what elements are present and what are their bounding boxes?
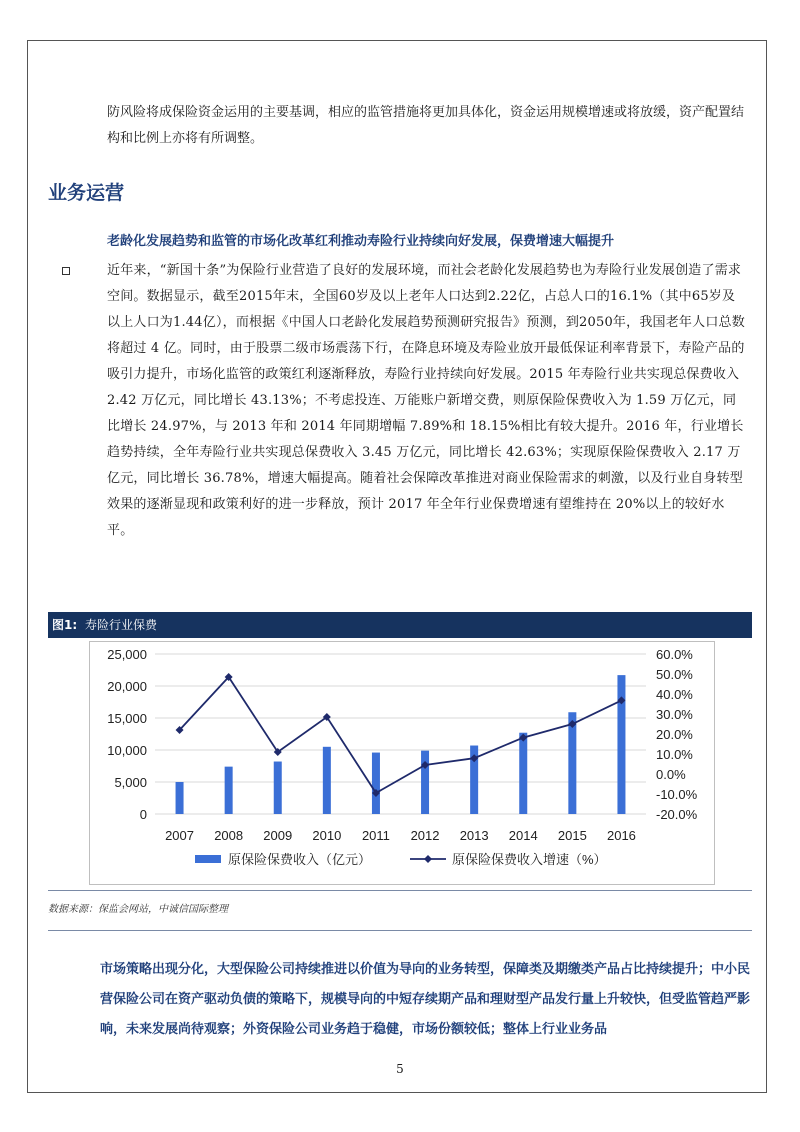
figure-title-bar (48, 612, 752, 638)
bar (274, 762, 282, 814)
x-tick-label: 2014 (508, 828, 538, 843)
x-tick-label: 2007 (165, 828, 195, 843)
x-tick-label: 2016 (606, 828, 636, 843)
right-tick-label: -10.0% (656, 787, 698, 802)
figure-title: 寿险行业保费 (84, 618, 157, 632)
x-tick-label: 2013 (459, 828, 489, 843)
x-tick-label: 2015 (557, 828, 587, 843)
section-title: 业务运营 (48, 182, 125, 204)
bar (421, 751, 429, 814)
left-tick-label: 15,000 (107, 711, 147, 726)
page-number: 5 (396, 1062, 404, 1076)
bullet-square-icon (62, 267, 70, 275)
figure-label: 图1: (52, 618, 78, 632)
left-tick-label: 10,000 (107, 743, 147, 758)
right-tick-label: 10.0% (656, 747, 693, 762)
growth-line (180, 677, 622, 793)
x-tick-label: 2010 (312, 828, 342, 843)
bar (617, 675, 625, 814)
right-tick-label: 60.0% (656, 647, 693, 662)
bar (519, 733, 527, 814)
right-tick-label: 50.0% (656, 667, 693, 682)
chart-container (89, 641, 715, 885)
left-tick-label: 25,000 (107, 647, 147, 662)
figure-source: 数据来源：保监会网站，中诚信国际整理 (48, 904, 228, 915)
sub-heading: 老龄化发展趋势和监管的市场化改革红利推动寿险行业持续向好发展，保费增速大幅提升 (107, 234, 615, 249)
legend-line-marker (424, 855, 432, 863)
left-tick-label: 5,000 (114, 775, 147, 790)
bar (225, 767, 233, 814)
right-tick-label: 0.0% (656, 767, 686, 782)
bottom-paragraph: 市场策略出现分化，大型保险公司持续推进以价值为导向的业务转型，保障类及期缴类产品占比持续提升；中小民营保险公司在资产驱动负债的策略下，规模导向的中短存续期产品和理财型产品发行量上升较快，但受监管趋严影响，未来发展尚待观察；外资保险公司业务趋于稳健，市场份额较低；整体上行业业务品 (100, 962, 751, 1037)
right-tick-label: 40.0% (656, 687, 693, 702)
x-tick-label: 2008 (214, 828, 244, 843)
page-frame (27, 40, 767, 1093)
bar (323, 747, 331, 814)
right-tick-label: -20.0% (656, 807, 698, 822)
premium-chart (90, 642, 714, 884)
x-tick-label: 2009 (263, 828, 293, 843)
intro-paragraph: 防风险将成保险资金运用的主要基调，相应的监管措施将更加具体化，资金运用规模增速或将放缓，资产配置结构和比例上亦将有所调整。 (107, 105, 745, 146)
legend-line-label: 原保险保费收入增速（%） (452, 852, 607, 867)
left-tick-label: 20,000 (107, 679, 147, 694)
legend-bar-swatch (195, 855, 221, 863)
bar (372, 753, 380, 814)
right-tick-label: 20.0% (656, 727, 693, 742)
bar (176, 782, 184, 814)
section-divider (48, 930, 752, 931)
main-paragraph: 近年来，“新国十条”为保险行业营造了良好的发展环境，而社会老龄化发展趋势也为寿险行业发展创造了需求空间。数据显示，截至2015年末，全国60岁及以上老年人口达到2.22亿，占总人口的16.1%（其中65岁及以上人口为1.44亿），而根据《中国人口老龄化发展趋势预测研究报告》预测，到2050年，我国老年人口总数将超过 4 亿。同时，由于股票二级市场震荡下行，在降息环境及寿险业放开最低保证利率背景下，寿险产品的吸引力提升，市场化监管的政策红利逐渐释放，寿险行业持续向好发展。2015 年寿险行业共实现总保费收入 2.42 万亿元，同比增长 43.13%；不考虑投连、万能账户新增交费，则原保险保费收入为 1.59 万亿元，同比增长 24.97%，与 2013 年和 2014 年同期增幅 7.89%和 18.15%相比有较大提升。2016 年，行业增长趋势持续，全年寿险行业共实现总保费收入 3.45 万亿元，同比增长 42.63%；实现原保险保费收入 2.17 万亿元，同比增长 36.78%，增速大幅提高。随着社会保障改革推进对商业保险需求的刺激，以及行业自身转型效果的逐渐显现和政策利好的进一步释放，预计 2017 年全年行业保费增速有望维持在 20%以上的较好水平。 (107, 263, 745, 538)
x-tick-label: 2012 (410, 828, 440, 843)
x-tick-label: 2011 (361, 828, 390, 843)
left-tick-label: 0 (139, 807, 147, 822)
right-tick-label: 30.0% (656, 707, 693, 722)
figure-divider (48, 890, 752, 891)
legend-bar-label: 原保险保费收入（亿元） (228, 852, 372, 867)
